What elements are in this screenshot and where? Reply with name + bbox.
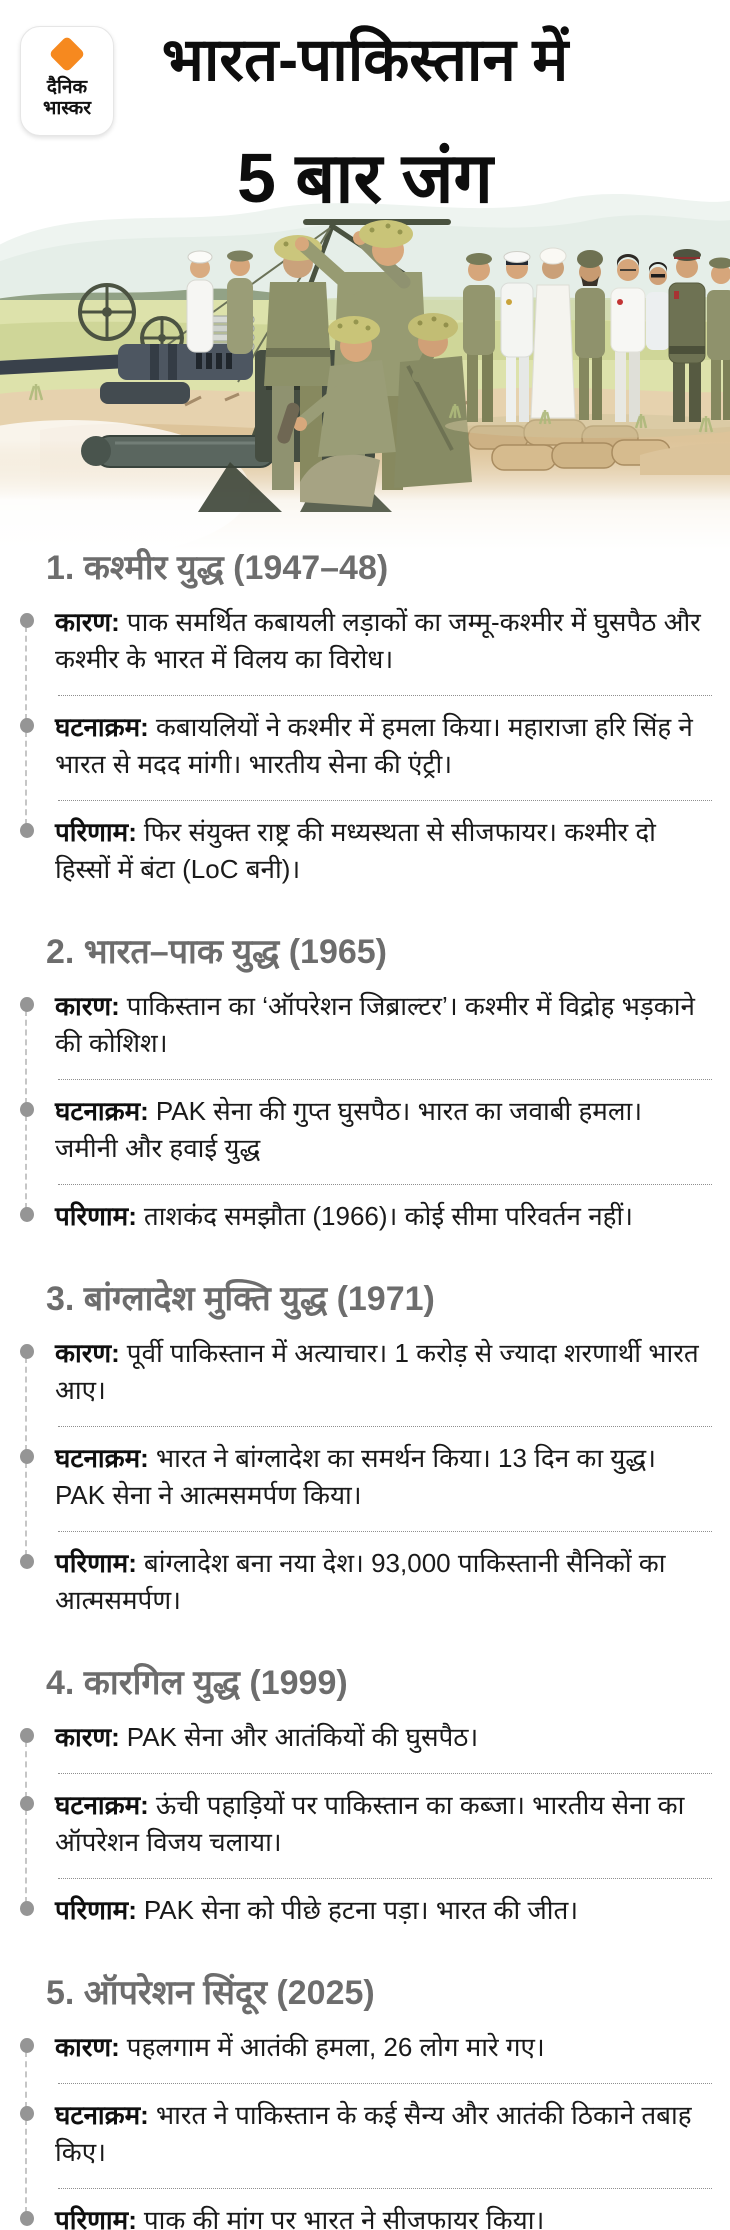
page-title-line2: 5 बार जंग <box>237 139 493 217</box>
bullet-karan <box>0 984 730 1070</box>
bullet-dot-icon <box>20 613 34 628</box>
bullet-text: पहलगाम में आतंकी हमला, 26 लोग मारे गए। <box>126 2032 545 2062</box>
dotted-separator <box>58 1878 712 1879</box>
dotted-separator <box>58 1079 712 1080</box>
section-kargil-war <box>0 1661 730 1937</box>
bullet-text: ताशकंद समझौता (1966)। कोई सीमा परिवर्तन नहीं। <box>143 1201 634 1231</box>
bullet-text: फिर संयुक्त राष्ट्र की मध्यस्थता से सीजफायर। कश्मीर दो हिस्सों में बंटा (LoC बनी)। <box>55 817 656 884</box>
section-heading: 2. भारत–पाक युद्ध (1965) <box>46 933 387 971</box>
bullet-dot-icon <box>20 1449 34 1464</box>
bullet-label: परिणाम: <box>55 1548 137 1578</box>
dotted-separator <box>58 800 712 801</box>
bullet-ghatnakram <box>0 705 730 791</box>
dotted-separator <box>58 1773 712 1774</box>
bullet-text: पाक समर्थित कबायली लड़ाकों का जम्मू-कश्मीर में घुसपैठ और कश्मीर के भारत में विलय का विरोध। <box>55 607 701 674</box>
bullet-dot-icon <box>20 1344 34 1359</box>
page-title-line1: भारत-पाकिस्तान में <box>161 26 569 93</box>
bullet-ghatnakram <box>0 1783 730 1869</box>
logo-diamond-icon <box>49 36 86 73</box>
bullet-text: बांग्लादेश बना नया देश। 93,000 पाकिस्तानी सैनिकों का आत्मसमर्पण। <box>55 1548 666 1615</box>
bullet-text: PAK सेना को पीछे हटना पड़ा। भारत की जीत। <box>143 1895 579 1925</box>
bullet-dot-icon <box>20 1796 34 1811</box>
bullet-label: परिणाम: <box>55 2205 137 2230</box>
bullet-label: घटनाक्रम: <box>55 1443 149 1473</box>
dainik-bhaskar-logo <box>20 26 114 136</box>
bullet-dot-icon <box>20 2038 34 2053</box>
bullet-ghatnakram <box>0 2093 730 2179</box>
bullet-label: परिणाम: <box>55 1201 137 1231</box>
bullet-text: पूर्वी पाकिस्तान में अत्याचार। 1 करोड़ से ज्यादा शरणार्थी भारत आए। <box>55 1338 699 1405</box>
dotted-separator <box>58 1426 712 1427</box>
section-heading: 4. कारगिल युद्ध (1999) <box>46 1664 348 1702</box>
logo-line1: दैनिक <box>46 77 88 98</box>
bullet-ghatnakram <box>0 1089 730 1175</box>
bullet-label: कारण: <box>55 607 120 637</box>
bullet-dot-icon <box>20 2211 34 2226</box>
bullet-text: PAK सेना की गुप्त घुसपैठ। भारत का जवाबी हमला। जमीनी और हवाई युद्ध <box>55 1096 643 1163</box>
dotted-separator <box>58 1531 712 1532</box>
bullet-dot-icon <box>20 997 34 1012</box>
bullet-text: पाक की मांग पर भारत ने सीजफायर किया। <box>143 2205 545 2230</box>
bullet-ghatnakram <box>0 1436 730 1522</box>
bullet-parinam <box>0 1541 730 1627</box>
bullet-parinam <box>0 2198 730 2230</box>
bullet-label: घटनाक्रम: <box>55 1790 149 1820</box>
bullet-label: कारण: <box>55 1338 120 1368</box>
war-sections <box>0 546 730 2230</box>
section-heading: 3. बांग्लादेश मुक्ति युद्ध (1971) <box>46 1280 435 1318</box>
section-1965-war <box>0 930 730 1243</box>
bullet-text: ऊंची पहाड़ियों पर पाकिस्तान का कब्जा। भारतीय सेना का ऑपरेशन विजय चलाया। <box>55 1790 685 1857</box>
bullet-karan <box>0 600 730 686</box>
bullet-text: कबायलियों ने कश्मीर में हमला किया। महाराजा हरि सिंह ने भारत से मदद मांगी। भारतीय सेना की एंट्री। <box>55 712 693 779</box>
bullet-dot-icon <box>20 823 34 838</box>
bullet-parinam <box>0 810 730 896</box>
section-bangladesh-war <box>0 1277 730 1627</box>
sailor-figure <box>187 251 213 352</box>
dotted-separator <box>58 2188 712 2189</box>
section-heading: 5. ऑपरेशन सिंदूर (2025) <box>46 1974 375 2012</box>
dotted-separator <box>58 695 712 696</box>
bullet-text: भारत ने बांग्लादेश का समर्थन किया। 13 दिन का युद्ध। PAK सेना ने आत्मसमर्पण किया। <box>55 1443 656 1510</box>
section-heading: 1. कश्मीर युद्ध (1947–48) <box>46 549 389 587</box>
bullet-label: घटनाक्रम: <box>55 2100 149 2130</box>
bullet-karan <box>0 1331 730 1417</box>
bullet-karan <box>0 2025 730 2074</box>
bullet-label: परिणाम: <box>55 817 137 847</box>
logo-text <box>43 77 91 119</box>
dotted-separator <box>58 2083 712 2084</box>
section-kashmir-war <box>0 546 730 896</box>
bullet-label: परिणाम: <box>55 1895 137 1925</box>
bullet-label: घटनाक्रम: <box>55 1096 149 1126</box>
bullet-label: घटनाक्रम: <box>55 712 149 742</box>
bullet-text: PAK सेना और आतंकियों की घुसपैठ। <box>126 1722 479 1752</box>
dotted-separator <box>58 1184 712 1185</box>
bullet-label: कारण: <box>55 2032 120 2062</box>
bullet-dot-icon <box>20 1207 34 1222</box>
logo-line2: भास्कर <box>42 98 92 119</box>
bullet-parinam <box>0 1888 730 1937</box>
bullet-dot-icon <box>20 1728 34 1743</box>
bullet-dot-icon <box>20 718 34 733</box>
bullet-dot-icon <box>20 1554 34 1569</box>
bullet-dot-icon <box>20 1901 34 1916</box>
bullet-dot-icon <box>20 1102 34 1117</box>
bullet-dot-icon <box>20 2106 34 2121</box>
bullet-parinam <box>0 1194 730 1243</box>
bullet-karan <box>0 1715 730 1764</box>
bullet-label: कारण: <box>55 1722 120 1752</box>
section-operation-sindoor <box>0 1971 730 2230</box>
bullet-text: भारत ने पाकिस्तान के कई सैन्य और आतंकी ठिकाने तबाह किए। <box>55 2100 692 2167</box>
bullet-label: कारण: <box>55 991 120 1021</box>
officer-figure-small <box>227 251 253 355</box>
bullet-text: पाकिस्तान का ‘ऑपरेशन जिब्राल्टर’। कश्मीर में विद्रोह भड़काने की कोशिश। <box>55 991 695 1058</box>
